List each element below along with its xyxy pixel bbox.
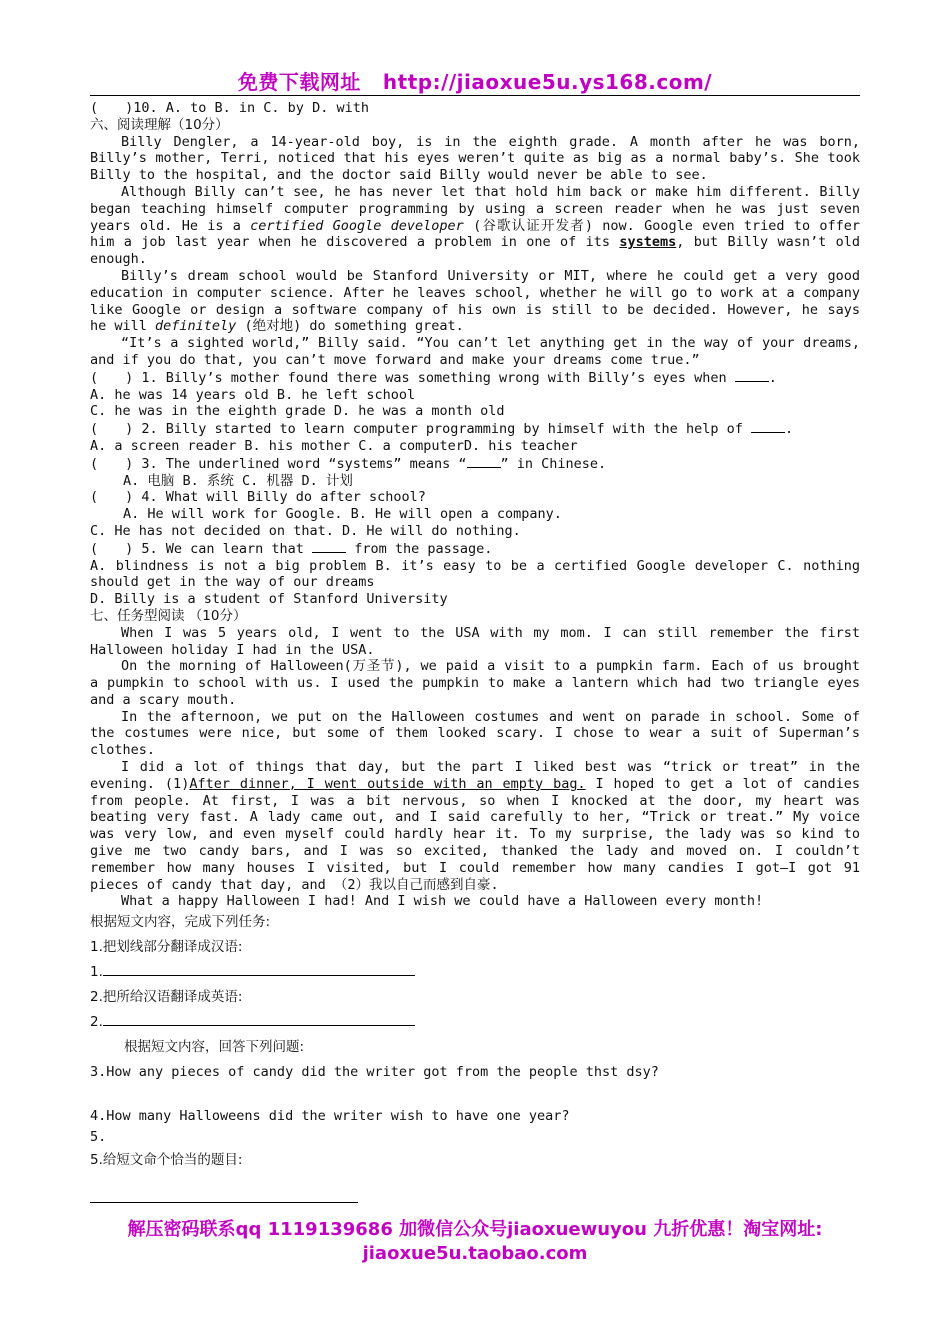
passage1-paragraph-3: Billy’s dream school would be Stanford University or MIT, where he could get a very good education in computer science. After he leaves school, whether he will go to work at a company like Google or design a software company of his own is still to be decided. However, he says he will definitely (绝对地) do something great. [90, 267, 860, 335]
page-footer [80, 1218, 870, 1266]
spacer [90, 1085, 860, 1106]
passage2-paragraph-3: In the afternoon, we put on the Halloween costumes and went on parade in school. Some of the costumes were nice, but some of them looked scary. I chose to wear a suit of Superman’s clothes. [90, 708, 860, 759]
document-body [90, 100, 860, 1173]
task-2-answer: 2. [90, 1010, 860, 1035]
answer-blank [467, 455, 501, 468]
answer-blank [312, 540, 346, 553]
passage2-paragraph-2: On the morning of Halloween(万圣节), we paid a visit to a pumpkin farm. Each of us brought a pumpkin to school with us. I used the pumpkin to make a lantern which had two triangle eyes and a scary mouth. [90, 658, 860, 708]
passage1-paragraph-2: Although Billy can’t see, he has never let that hold him back or make him different. Billy began teaching himself computer programming by using a screen reader when he was just seven years old. He is a certified Google developer (谷歌认证开发者) now. Google even tried to offer him a job last year when he discovered a problem in one of its systems, but Billy wasn’t old enough. [90, 183, 861, 268]
task-2-label: 2.把所给汉语翻译成英语: [90, 989, 243, 1006]
task-1-answer: 1. [90, 960, 860, 985]
answer-line-final[interactable] [90, 1202, 358, 1203]
question-1-options-ab: A. he was 14 years old B. he left school [90, 386, 416, 403]
task-4-number: 5. [90, 1129, 107, 1146]
answer-blank [735, 369, 769, 382]
page-header [90, 66, 860, 95]
question-3-options: A. 电脑 B. 系统 C. 机器 D. 计划 [123, 472, 353, 489]
header-free-download: 免费下载网址 [237, 70, 361, 94]
passage2-paragraph-5: What a happy Halloween I had! And I wish we could have a Halloween every month! [121, 893, 764, 910]
task-intro-2: 根据短文内容，回答下列问题: [124, 1039, 305, 1056]
question-4: ( ) 4. What will Billy do after school? [90, 489, 426, 506]
section-6-title: 六、阅读理解（10分） [90, 116, 229, 133]
passage1-paragraph-4: “It’s a sighted world,” Billy said. “You can’t let anything get in the way of your dreams, and if you do that, you can’t move forward and make your dreams come true.” [90, 335, 860, 368]
question-1: ( ) 1. Billy’s mother found there was something wrong with Billy’s eyes when . [90, 369, 777, 386]
footer-contact: 解压密码联系qq 1119139686 加微信公众号jiaoxuewuyou 九折优惠！淘宝网址: [127, 1219, 823, 1240]
answer-blank [751, 420, 785, 433]
question-4-options-cd: C. He has not decided on that. D. He will do nothing. [90, 522, 521, 539]
question-5-option-d: D. Billy is a student of Stanford University [90, 591, 448, 608]
question-10: ( )10. A. to B. in C. by D. with [90, 100, 369, 116]
header-divider [90, 95, 860, 96]
question-2: ( ) 2. Billy started to learn computer programming by himself with the help of . [90, 421, 794, 438]
task-4-question: 4.How many Halloweens did the writer wish to have one year? [90, 1108, 570, 1125]
question-1-options-cd: C. he was in the eighth grade D. he was a month old [90, 403, 505, 420]
underlined-sentence: After dinner, I went outside with an empty bag. [189, 775, 586, 792]
question-3: ( ) 3. The underlined word “systems” means “ ” in Chinese. [90, 455, 607, 472]
task-3-question: 3.How any pieces of candy did the writer got from the people thst dsy? [90, 1064, 659, 1081]
answer-line[interactable] [103, 1013, 415, 1026]
task-5-label: 5.给短文命个恰当的题目: [90, 1152, 243, 1169]
question-2-options: A. a screen reader B. his mother C. a computerD. his teacher [90, 437, 578, 454]
footer-shop-link[interactable]: jiaoxue5u.taobao.com [362, 1243, 588, 1264]
task-intro: 根据短文内容，完成下列任务: [90, 914, 271, 931]
section-7-title: 七、任务型阅读 （10分） [90, 607, 247, 624]
question-5-options-abc: A. blindness is not a big problem B. it’s easy to be a certified Google developer C. nothing should get in the way of our dreams [90, 557, 860, 591]
question-4-options-ab: A. He will work for Google. B. He will open a company. [123, 506, 562, 523]
passage2-paragraph-4: I did a lot of things that day, but the part I liked best was “trick or treat” in the evening. (1)After dinner, I went outside with an empty bag. I hoped to get a lot of candies from people. At first, I was a bit nervous, so when I knocked at the door, my heart was beating very fast. A lady came out, and I said carefully to her, “Trick or treat.” My voice was very low, and even myself could hardly hear it. To my surprise, the lady was so kind to give me two candy bars, and I was so excited, thanked the lady and moved on. I couldn’t remember how many houses I visited, but I could remember how many candies I got—I got 91 pieces of candy that day, and （2）我以自己而感到自豪. [90, 759, 860, 893]
question-5: ( ) 5. We can learn that from the passage. [90, 540, 493, 557]
task-1-label: 1.把划线部分翻译成汉语: [90, 939, 243, 956]
header-url-link[interactable]: http://jiaoxue5u.ys168.com/ [382, 70, 713, 94]
underlined-word-systems: systems [619, 234, 677, 251]
passage2-paragraph-1: When I was 5 years old, I went to the USA with my mom. I can still remember the first Halloween holiday I had in the USA. [90, 624, 860, 658]
passage1-paragraph-1: Billy Dengler, a 14-year-old boy, is in the eighth grade. A month after he was born, Billy’s mother, Terri, noticed that his eyes weren’t quite as big as a normal baby’s. She took Billy to the hospital, and the doctor said Billy would never be able to see. [90, 133, 860, 184]
task-section [90, 910, 860, 1173]
answer-line[interactable] [103, 963, 415, 976]
